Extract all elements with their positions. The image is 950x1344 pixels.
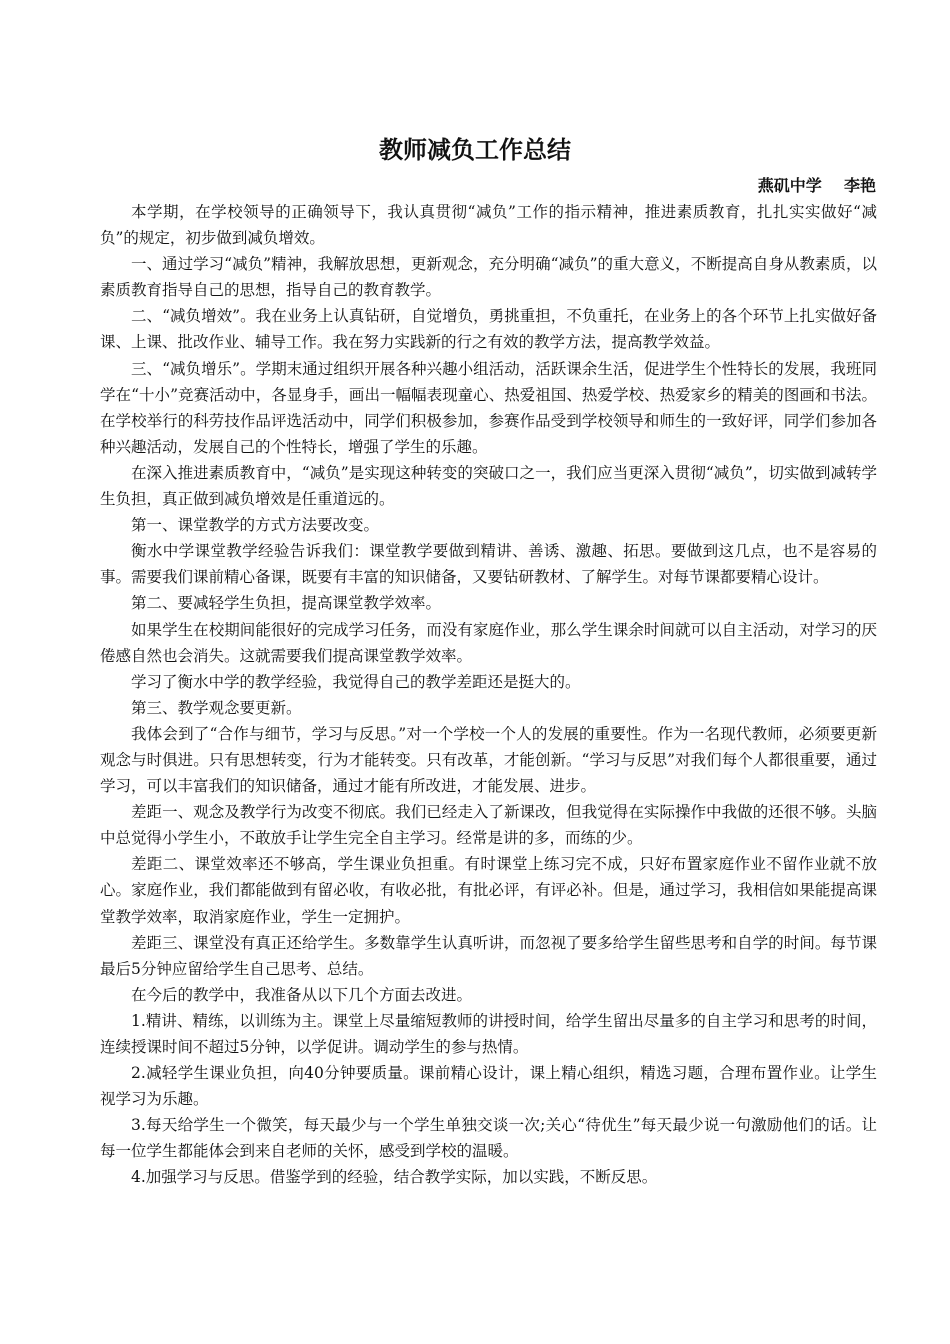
paragraph: 3.每天给学生一个微笑，每天最少与一个学生单独交谈一次;关心“待优生”每天最少说一句激励他们的话。让每一位学生都能体会到来自老师的关怀，感受到学校的温暖。 [100,1116,877,1161]
paragraph: 第三、教学观念要更新。 [131,698,302,717]
paragraph: 在深入推进素质教育中，“减负”是实现这种转变的突破口之一，我们应当更深入贯彻“减负”，切实做到减转学生负担，真正做到减负增效是任重道远的。 [100,463,877,509]
paragraph: 一、通过学习“减负”精神，我解放思想，更新观念，充分明确“减负”的重大意义，不断提高自身从教素质，以素质教育指导自己的思想，指导自己的教育教学。 [100,255,877,300]
paragraph: 第一、课堂教学的方式方法要改变。 [131,516,380,535]
paragraph: 三、“减负增乐”。学期末通过组织开展各种兴趣小组活动，活跃课余生活，促进学生个性特长的发展，我班同学在“十小”竞赛活动中，各显身手，画出一幅幅表现童心、热爱祖国、热爱学校、热爱家乡的精美的图画和书法。在学校举行的科劳技作品评选活动中，同学们积极参加，参赛作品受到学校领导和师生的一致好评，同学们参加各种兴趣活动，发展自己的个性特长，增强了学生的乐趣。 [100,359,877,456]
author-byline: 燕矶中学 李艳 [757,176,876,195]
paragraph: 第二、要减轻学生负担，提高课堂教学效率。 [131,594,442,613]
paragraph: 如果学生在校期间能很好的完成学习任务，而没有家庭作业，那么学生课余时间就可以自主活动，对学习的厌倦感自然也会消失。这就需要我们提高课堂教学效率。 [100,620,877,665]
paragraph: 衡水中学课堂教学经验告诉我们：课堂教学要做到精讲、善诱、激趣、拓思。要做到这几点，也不是容易的事。需要我们课前精心备课，既要有丰富的知识储备，又要钻研教材、了解学生。对每节课都要精心设计。 [100,542,877,587]
paragraph: 本学期，在学校领导的正确领导下，我认真贯彻“减负”工作的指示精神，推进素质教育，扎扎实实做好“减负”的规定，初步做到减负增效。 [100,203,877,248]
paragraph: 在今后的教学中，我准备从以下几个方面去改进。 [131,985,473,1004]
paragraph: 4.加强学习与反思。借鉴学到的经验，结合教学实际，加以实践，不断反思。 [131,1168,658,1187]
paragraph: 2.减轻学生课业负担，向40分钟要质量。课前精心设计，课上精心组织，精选习题，合理布置作业。让学生视学习为乐趣。 [100,1064,877,1109]
paragraph: 差距三、课堂没有真正还给学生。多数靠学生认真听讲，而忽视了要多给学生留些思考和自学的时间。每节课最后5分钟应留给学生自己思考、总结。 [100,933,877,978]
paragraph: 二、“减负增效”。我在业务上认真钻研，自觉增负，勇挑重担，不负重托，在业务上的各个环节上扎实做好备课、上课、批改作业、辅导工作。我在努力实践新的行之有效的教学方法，提高教学效益。 [100,307,877,352]
paragraph: 我体会到了“合作与细节，学习与反思。”对一个学校一个人的发展的重要性。作为一名现代教师，必须要更新观念与时俱进。只有思想转变，行为才能转变。只有改革，才能创新。“学习与反思”对我们每个人都很重要，通过学习，可以丰富我们的知识储备，通过才能有所改进，才能发展、进步。 [100,724,877,796]
paragraph: 差距一、观念及教学行为改变不彻底。我们已经走入了新课改，但我觉得在实际操作中我做的还很不够。头脑中总觉得小学生小，不敢放手让学生完全自主学习。经常是讲的多，而练的少。 [100,803,877,848]
document-title: 教师减负工作总结 [379,136,571,164]
document-body [100,199,877,1191]
paragraph: 1.精讲、精练，以训练为主。课堂上尽量缩短教师的讲授时间，给学生留出尽量多的自主学习和思考的时间，连续授课时间不超过5分钟，以学促讲。调动学生的参与热情。 [100,1011,877,1056]
paragraph: 差距二、课堂效率还不够高，学生课业负担重。有时课堂上练习完不成，只好布置家庭作业不留作业就不放心。家庭作业，我们都能做到有留必收，有收必批，有批必评，有评必补。但是，通过学习，我相信如果能提高课堂教学效率，取消家庭作业，学生一定拥护。 [100,855,877,926]
paragraph: 学习了衡水中学的教学经验，我觉得自己的教学差距还是挺大的。 [131,672,581,691]
